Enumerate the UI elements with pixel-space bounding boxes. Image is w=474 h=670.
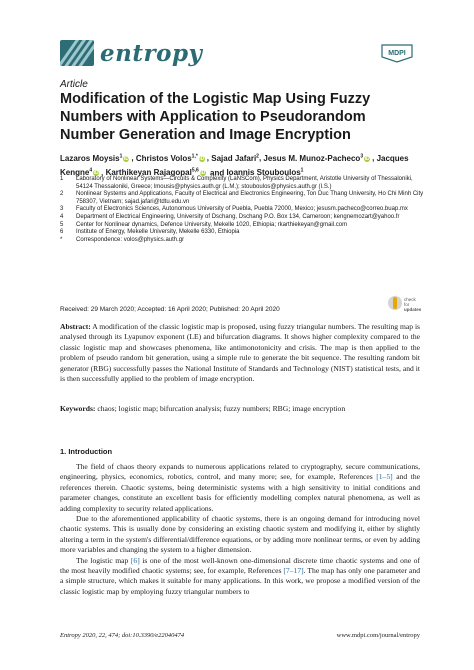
orcid-icon[interactable]: iD [123, 155, 129, 162]
paragraph: The logistic map [6] is one of the most well-known one-dimensional discrete time chaotic systems and one of the most heavily modified chaotic systems; see, for example, References [7–17]. The map has only one parameter and a simple structure, which makes it suitable for many applications. In this work, we propose a modified version of the classic logistic map by employing fuzzy triangular numbers to [60, 555, 420, 596]
author[interactable]: Ioannis Stouboulos$^1$ [226, 167, 304, 178]
check-updates-line2: updates [404, 307, 422, 312]
keywords-label: Keywords: [60, 404, 96, 413]
paper-title: Modification of the Logistic Map Using Fuzzy Numbers with Application to Pseudorandom Number Generation and Image Encryption [60, 91, 371, 143]
footer-journal-url[interactable]: www.mdpi.com/journal/entropy [336, 632, 420, 639]
author[interactable]: Karthikeyan Rajagopal$^{5,6}$ iD [105, 167, 206, 178]
publisher-name: MDPI [388, 50, 406, 57]
paragraph: Due to the aforementioned applicability of chaotic systems, there is an ongoing demand for introducing novel chaotic systems. This is usually done by considering an existing chaotic system and modifying it, either by slightly altering a term in the system's differential/difference equations, or by adding more nonlinear terms, or even by adding more variables and changing the system to a higher dimension. [60, 514, 420, 555]
paragraph: The field of chaos theory expands to numerous applications related to cryptography, secure communications, engineering, physics, economics, robotics, control, and many more; see, for example, References [1–5] and the references therein. Chaotic systems, being deterministic systems with a high sensitivity to initial conditions and parameter changes, constitute an excellent basis for efficiently modelling complex natural phenomena, as well as adding complexity to security related applications. [60, 462, 420, 513]
publication-dates: Received: 29 March 2020; Accepted: 16 April 2020; Published: 20 April 2020 [60, 306, 280, 313]
mdpi-logo-icon [380, 43, 414, 63]
affiliation: 6 Institute of Energy, Mekelle University, Mekelle 6330, Ethiopia [60, 229, 240, 236]
affiliation: 1 Laboratory of Nonlinear Systems—Circuits & Complexity (LaNSCom), Physics Department, Aristotle University of Thessaloniki, 54124 Thessaloniki, Greece; lmousis@physics.auth.gr (L.M.); stouboulos@physics.auth.gr (I.S.) [60, 176, 413, 190]
bookmark-icon [388, 296, 402, 310]
orcid-icon[interactable]: iD [199, 155, 205, 162]
orcid-icon[interactable]: iD [93, 170, 99, 177]
author[interactable]: Sajad Jafari$^2$ [211, 153, 259, 163]
orcid-icon[interactable]: iD [364, 155, 370, 162]
check-updates-line1: check for [404, 297, 416, 307]
author-list: Lazaros Moysis$^1$ iD , Christos Volos$^{1,*}$ iD , Sajad Jafari$^2$, Jesus M. Munoz-Pacheco$^3$ iD , Jacques Kengne$^4$ iD , Karthikeyan Rajagopal$^{5,6}$ iD and Ioannis Stouboulos$^1$ [60, 153, 409, 178]
reference-link[interactable]: [1–5] [376, 472, 393, 482]
article-type: Article [60, 79, 88, 90]
check-for-updates-badge[interactable] [388, 294, 422, 316]
abstract [60, 322, 420, 384]
abstract-text: A modification of the classic logistic map is proposed, using fuzzy triangular numbers. The resulting map is analysed through its Lyapunov exponent (LE) and bifurcation diagrams. It shows higher complexity compared to the classic logistic map and showcases phenomena, like antimonotonicity and crisis. The map is then applied to the problem of pseudo random bit generation, using a simple rule to generate the bit sequence. The resulting random bit generator (RBG) successfully passes the National Institute of Standards and Technology (NIST) statistical tests, and it is then successfully applied to the problem of image encryption. [60, 322, 421, 384]
affiliation: 3 Faculty of Electronics Sciences, Autonomous University of Puebla, Puebla 72000, Mexico; jesusm.pacheco@correo.buap.mx [60, 206, 408, 213]
introduction-body [60, 462, 420, 597]
affiliation: * Correspondence: volos@physics.auth.gr [60, 236, 185, 243]
footer-citation: Entropy 2020, 22, 474; doi:10.3390/e22040474 [60, 632, 185, 639]
journal-logo-icon [60, 40, 94, 66]
affiliation: 4 Department of Electrical Engineering, University of Dschang, Dschang P.O. Box 134, Cameroon; kengnemozart@yahoo.fr [60, 213, 400, 220]
author[interactable]: Jesus M. Munoz-Pacheco$^3$ iD [263, 153, 370, 163]
author[interactable]: Lazaros Moysis$^1$ iD [60, 153, 129, 163]
keywords-text: chaos; logistic map; bifurcation analysis; fuzzy numbers; RBG; image encryption [97, 404, 346, 413]
reference-link[interactable]: [7–17] [283, 566, 304, 576]
keywords [60, 404, 420, 414]
author[interactable]: Christos Volos$^{1,*}$ iD [135, 153, 205, 163]
journal-name: entropy [100, 40, 203, 67]
author[interactable]: Jacques Kengne$^4$ iD [60, 153, 409, 178]
affiliation-list [60, 176, 430, 244]
reference-link[interactable]: [6] [130, 555, 140, 565]
affiliation: 5 Center for Nonlinear dynamics, Defence University, Mekelle 1020, Ethiopia; rkarthiekeyan@gmail.com [60, 221, 348, 228]
section-heading: 1. Introduction [60, 447, 113, 456]
abstract-label: Abstract: [60, 322, 91, 331]
orcid-icon[interactable]: iD [200, 170, 206, 177]
affiliation: 2 Nonlinear Systems and Applications, Faculty of Electrical and Electronics Engineering, Ton Duc Thang University, Ho Chi Minh City 758307, Vietnam; sajad.jafari@tdtu.edu.vn [60, 191, 424, 205]
